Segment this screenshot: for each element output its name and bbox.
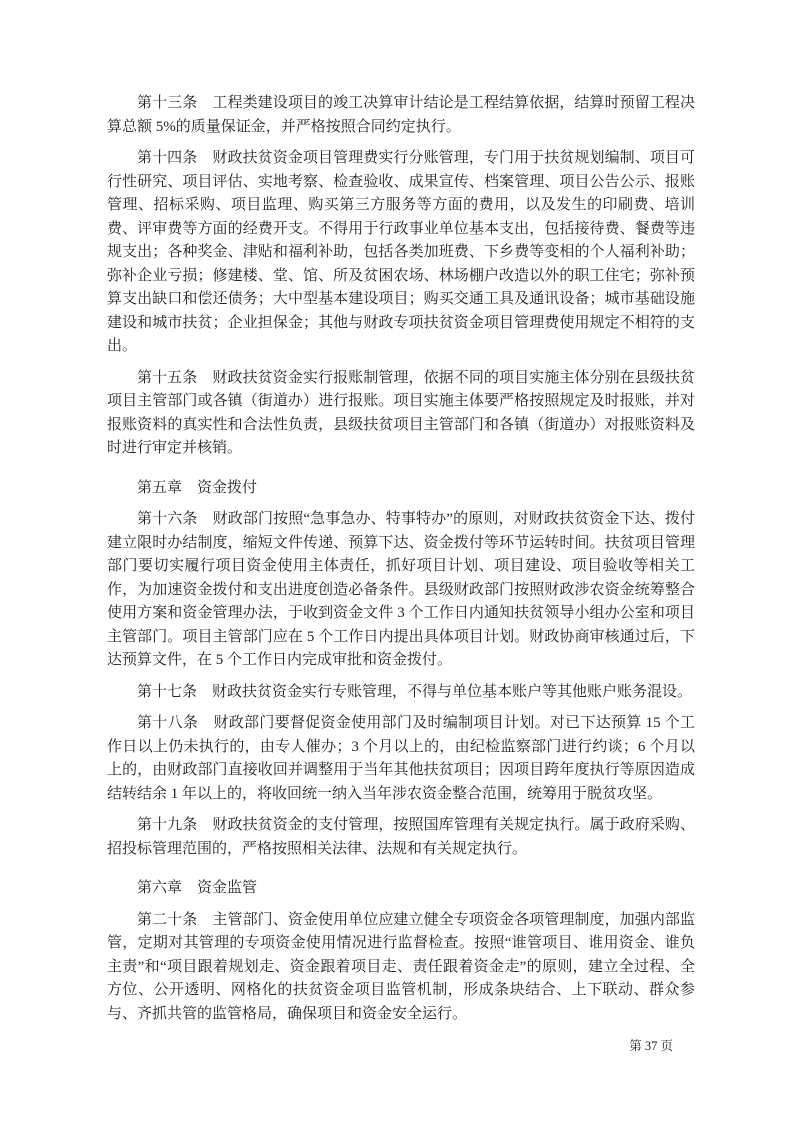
article-13: 第十三条 工程类建设项目的竣工决算审计结论是工程结算依据，结算时预留工程决算总额 5%的质量保证金，并严格按照合同约定执行。 <box>107 95 695 135</box>
article-14: 第十四条 财政扶贫资金项目管理费实行分账管理，专门用于扶贫规划编制、项目可行性研究、项目评估、实地考察、检查验收、成果宣传、档案管理、项目公告公示、报账管理、招标采购、项目监理、购买第三方服务等方面的费用，以及发生的印刷费、培训费、评审费等方面的经费开支。不得用于行政事业单位基本支出，包括接待费、餐费等违规支出；各种奖金、津贴和福利补助，包括各类加班费、下乡费等变相的个人福利补助；弥补企业亏损；修建楼、堂、馆、所及贫困农场、林场棚户改造以外的职工住宅；弥补预算支出缺口和偿还债务；大中型基本建设项目；购买交通工具及通讯设备；城市基础设施建设和城市扶贫；企业担保金；其他与财政专项扶贫资金项目管理费使用规定不相符的支出。 <box>107 150 695 354</box>
article-15: 第十五条 财政扶贫资金实行报账制管理，依据不同的项目实施主体分别在县级扶贫项目主管部门或各镇（街道办）进行报账。项目实施主体要严格按照规定及时报账，并对报账资料的真实性和合法性负责，县级扶贫项目主管部门和各镇（街道办）对报账资料及时进行审定并核销。 <box>107 369 695 456</box>
page-number <box>629 1038 673 1054</box>
article-19: 第十九条 财政扶贫资金的支付管理，按照国库管理有关规定执行。属于政府采购、招投标管理范围的，严格按照相关法律、法规和有关规定执行。 <box>107 817 695 857</box>
article-18: 第十八条 财政部门要督促资金使用部门及时编制项目计划。对已下达预算 15 个工作日以上仍未执行的，由专人催办；3 个月以上的，由纪检监察部门进行约谈；6 个月以上的，由财政部门直接收回并调整用于当年其他扶贫项目；因项目跨年度执行等原因造成结转结余 1 年以上的，将收回统一纳入当年涉农资金整合范围，统筹用于脱贫攻坚。 <box>107 715 695 802</box>
page-number-label: 第 37 页 <box>629 1039 673 1053</box>
chapter-5-heading: 第五章 资金拨付 <box>137 479 258 496</box>
article-20: 第二十条 主管部门、资金使用单位应建立健全专项资金各项管理制度，加强内部监管，定期对其管理的专项资金使用情况进行监督检查。按照“谁管项目、谁用资金、谁负主责”和“项目跟着规划走、资金跟着项目走、责任跟着资金走”的原则，建立全过程、全方位、公开透明、网格化的扶贫资金项目监管机制，形成条块结合、上下联动、群众参与、齐抓共管的监管格局，确保项目和资金安全运行。 <box>107 911 695 1022</box>
document-content <box>107 92 695 1034</box>
chapter-6-heading: 第六章 资金监管 <box>137 880 258 896</box>
article-16: 第十六条 财政部门按照“急事急办、特事特办”的原则，对财政扶贫资金下达、拨付建立限时办结制度，缩短文件传递、预算下达、资金拨付等环节运转时间。扶贫项目管理部门要切实履行项目资金使用主体责任，抓好项目计划、项目建设、项目验收等相关工作，为加速资金拨付和支出进度创造必备条件。县级财政部门按照财政涉农资金统筹整合使用方案和资金管理办法，于收到资金文件 3 个工作日内通知扶贫领导小组办公室和项目主管部门。项目主管部门应在 5 个工作日内提出具体项目计划。财政协商审核通过后，下达预算文件，在 5 个工作日内完成审批和资金拨付。 <box>107 511 695 668</box>
article-17: 第十七条 财政扶贫资金实行专账管理，不得与单位基本账户等其他账户账务混设。 <box>137 683 693 700</box>
